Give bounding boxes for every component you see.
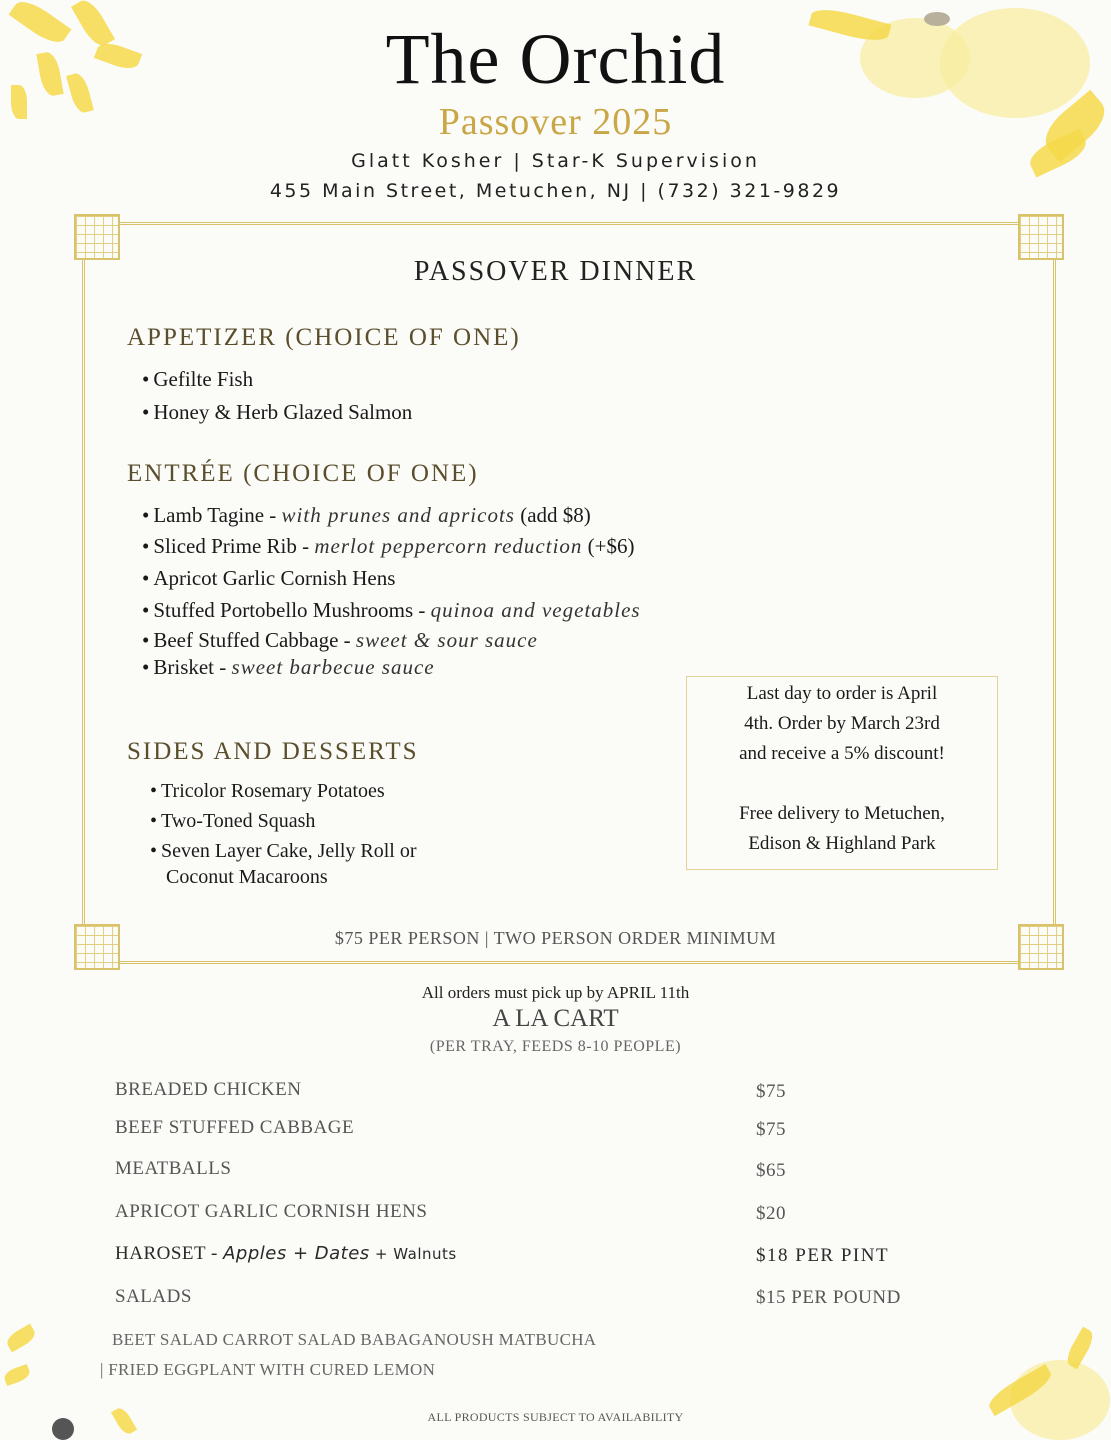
list-item-continuation: Coconut Macaroons: [166, 866, 328, 888]
salad-options: | FRIED EGGPLANT WITH CURED LEMON: [100, 1360, 436, 1379]
availability-footer: ALL PRODUCTS SUBJECT TO AVAILABILITY: [427, 1410, 684, 1424]
alacart-item-price: $75: [756, 1119, 786, 1140]
list-item: • Apricot Garlic Cornish Hens: [142, 566, 396, 590]
alacart-item-name: MEATBALLS: [115, 1158, 232, 1179]
notice-line: Free delivery to Metuchen,: [739, 803, 945, 824]
kosher-supervision: Glatt Kosher | Star-K Supervision: [351, 150, 760, 172]
notice-line: Last day to order is April: [746, 683, 938, 704]
list-item: • Seven Layer Cake, Jelly Roll or: [150, 840, 417, 862]
list-item: • Brisket - sweet barbecue sauce: [142, 655, 435, 679]
alacart-item-price: $15 PER POUND: [756, 1287, 901, 1308]
list-item: • Honey & Herb Glazed Salmon: [142, 400, 413, 424]
alacart-item-name: BREADED CHICKEN: [115, 1079, 302, 1100]
list-item: • Sliced Prime Rib - merlot peppercorn reduction (+$6): [142, 534, 635, 558]
frame-corner-ornament: [74, 214, 120, 260]
list-item: • Two-Toned Squash: [150, 810, 316, 832]
alacart-item-price: $65: [756, 1160, 786, 1181]
salad-options: BEET SALAD CARROT SALAD BABAGANOUSH MATBUCHA: [112, 1330, 597, 1349]
list-item: • Beef Stuffed Cabbage - sweet & sour sauce: [142, 628, 538, 652]
alacart-item-price: $75: [756, 1081, 786, 1102]
dinner-heading: PASSOVER DINNER: [413, 256, 698, 287]
alacart-item-name: BEEF STUFFED CABBAGE: [115, 1117, 355, 1138]
list-item: • Gefilte Fish: [142, 367, 254, 391]
order-notice-box: [686, 676, 998, 870]
alacart-item-price: $18 PER PINT: [756, 1245, 890, 1266]
restaurant-title: The Orchid: [385, 19, 726, 99]
address-phone: 455 Main Street, Metuchen, NJ | (732) 321-9829: [269, 180, 842, 202]
appetizer-heading: APPETIZER (CHOICE OF ONE): [127, 324, 521, 351]
dinner-price-line: $75 PER PERSON | TWO PERSON ORDER MINIMUM: [334, 928, 777, 948]
frame-corner-ornament: [1018, 214, 1064, 260]
alacart-note: (PER TRAY, FEEDS 8-10 PEOPLE): [429, 1038, 682, 1055]
notice-line: 4th. Order by March 23rd: [744, 713, 940, 734]
pickup-deadline: All orders must pick up by APRIL 11th: [421, 983, 690, 1002]
alacart-item-name: APRICOT GARLIC CORNISH HENS: [115, 1201, 428, 1222]
entree-heading: ENTRÉE (CHOICE OF ONE): [127, 460, 479, 487]
alacart-item-name: SALADS: [115, 1286, 192, 1307]
alacart-item-price: $20: [756, 1203, 786, 1224]
list-item: • Stuffed Portobello Mushrooms - quinoa and vegetables: [142, 598, 641, 622]
alacart-item-name: HAROSET - Apples + Dates + Walnuts: [115, 1243, 457, 1264]
sides-heading: SIDES AND DESSERTS: [127, 738, 419, 765]
list-item: • Tricolor Rosemary Potatoes: [150, 780, 385, 802]
notice-line: and receive a 5% discount!: [739, 743, 945, 764]
notice-line: Edison & Highland Park: [748, 833, 936, 854]
alacart-title: A LA CART: [492, 1005, 619, 1032]
menu-subtitle: Passover 2025: [438, 101, 673, 143]
list-item: • Lamb Tagine - with prunes and apricots (add $8): [142, 503, 591, 527]
